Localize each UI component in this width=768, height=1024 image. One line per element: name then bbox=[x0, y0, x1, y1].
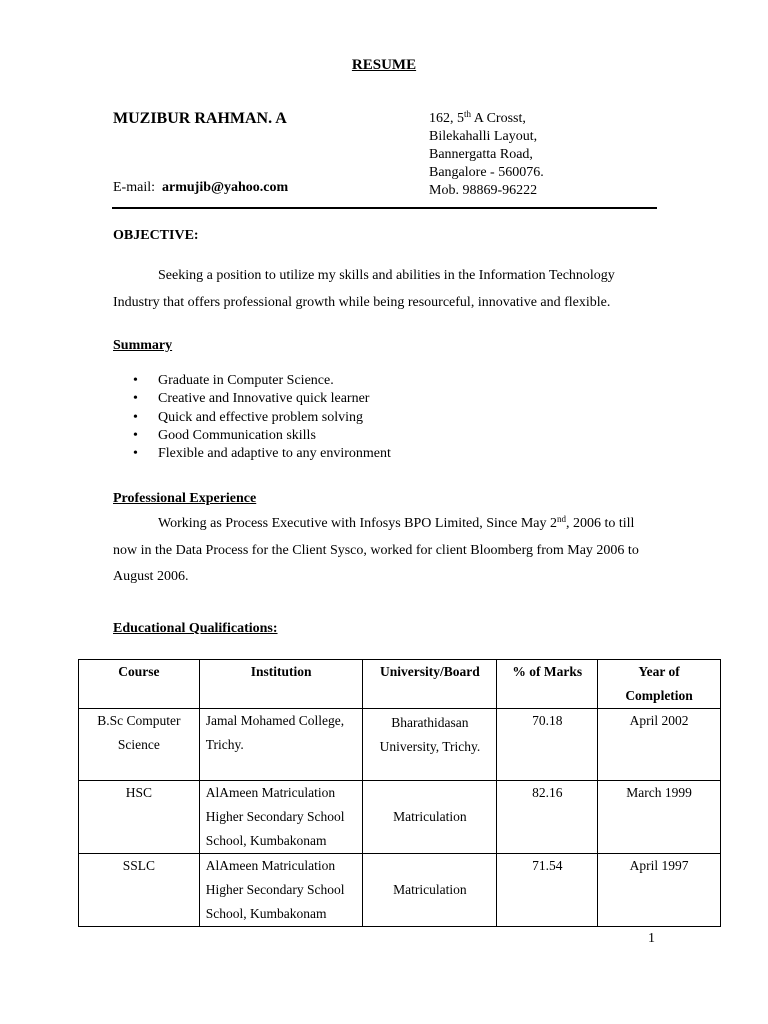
column-header-institution: Institution bbox=[199, 660, 363, 709]
cell-institution: AlAmeen Matriculation Higher Secondary School School, Kumbakonam bbox=[199, 781, 363, 854]
cell-marks: 70.18 bbox=[497, 709, 598, 781]
address-line-1: 162, 5th A Crosst, bbox=[429, 109, 526, 126]
summary-heading: Summary bbox=[113, 338, 173, 353]
document-title: RESUME bbox=[351, 57, 417, 73]
email-line bbox=[113, 180, 288, 196]
table-row bbox=[79, 709, 721, 781]
column-header-board: University/Board bbox=[363, 660, 497, 709]
address-line-4: Bangalore - 560076. bbox=[429, 165, 544, 180]
cell-marks: 71.54 bbox=[497, 854, 598, 927]
cell-board: Matriculation bbox=[363, 854, 497, 927]
cell-board: Matriculation bbox=[363, 781, 497, 854]
cell-course: SSLC bbox=[79, 854, 200, 927]
column-header-course: Course bbox=[79, 660, 200, 709]
address-line-2: Bilekahalli Layout, bbox=[429, 129, 538, 144]
objective-text: Seeking a position to utilize my skills and abilities in the Information Technology Industry that offers professional growth while being resourceful, innovative and flexible. bbox=[113, 268, 615, 310]
column-header-year: Year of Completion bbox=[598, 660, 721, 709]
cell-year: March 1999 bbox=[598, 781, 721, 854]
phone-number: Mob. 98869-96222 bbox=[429, 183, 538, 198]
table-header-row bbox=[79, 660, 721, 709]
list-item: • Quick and effective problem solving bbox=[133, 409, 364, 425]
experience-text: Working as Process Executive with Infosys BPO Limited, Since May 2nd, 2006 to till now in the Data Process for the Client Sysco, worked for client Bloomberg from May 2006 to August 2006. bbox=[113, 514, 639, 584]
cell-course: B.Sc Computer Science bbox=[79, 709, 200, 781]
address-block bbox=[429, 110, 544, 200]
education-heading: Educational Qualifications: bbox=[113, 621, 278, 636]
table-row bbox=[79, 854, 721, 927]
cell-marks: 82.16 bbox=[497, 781, 598, 854]
email-value: armujib@yahoo.com bbox=[162, 180, 289, 195]
cell-year: April 1997 bbox=[598, 854, 721, 927]
list-item: • Good Communication skills bbox=[133, 427, 316, 443]
list-item: • Graduate in Computer Science. bbox=[133, 373, 334, 388]
page-number: 1 bbox=[648, 931, 655, 946]
cell-course: HSC bbox=[79, 781, 200, 854]
email-label: E-mail: bbox=[113, 180, 155, 195]
summary-list bbox=[113, 372, 391, 463]
list-item: • Flexible and adaptive to any environment bbox=[133, 446, 391, 462]
header-divider bbox=[112, 207, 657, 209]
experience-heading: Professional Experience bbox=[113, 491, 257, 506]
cell-board: Bharathidasan University, Trichy. bbox=[363, 709, 497, 781]
list-item: • Creative and Innovative quick learner bbox=[133, 391, 370, 407]
cell-institution: AlAmeen Matriculation Higher Secondary School School, Kumbakonam bbox=[199, 854, 363, 927]
table-row bbox=[79, 781, 721, 854]
address-line-3: Bannergatta Road, bbox=[429, 147, 533, 162]
objective-heading: OBJECTIVE: bbox=[113, 228, 199, 243]
cell-institution: Jamal Mohamed College, Trichy. bbox=[199, 709, 363, 781]
education-table bbox=[78, 659, 721, 927]
cell-year: April 2002 bbox=[598, 709, 721, 781]
candidate-name: MUZIBUR RAHMAN. A bbox=[113, 110, 287, 127]
column-header-marks: % of Marks bbox=[497, 660, 598, 709]
